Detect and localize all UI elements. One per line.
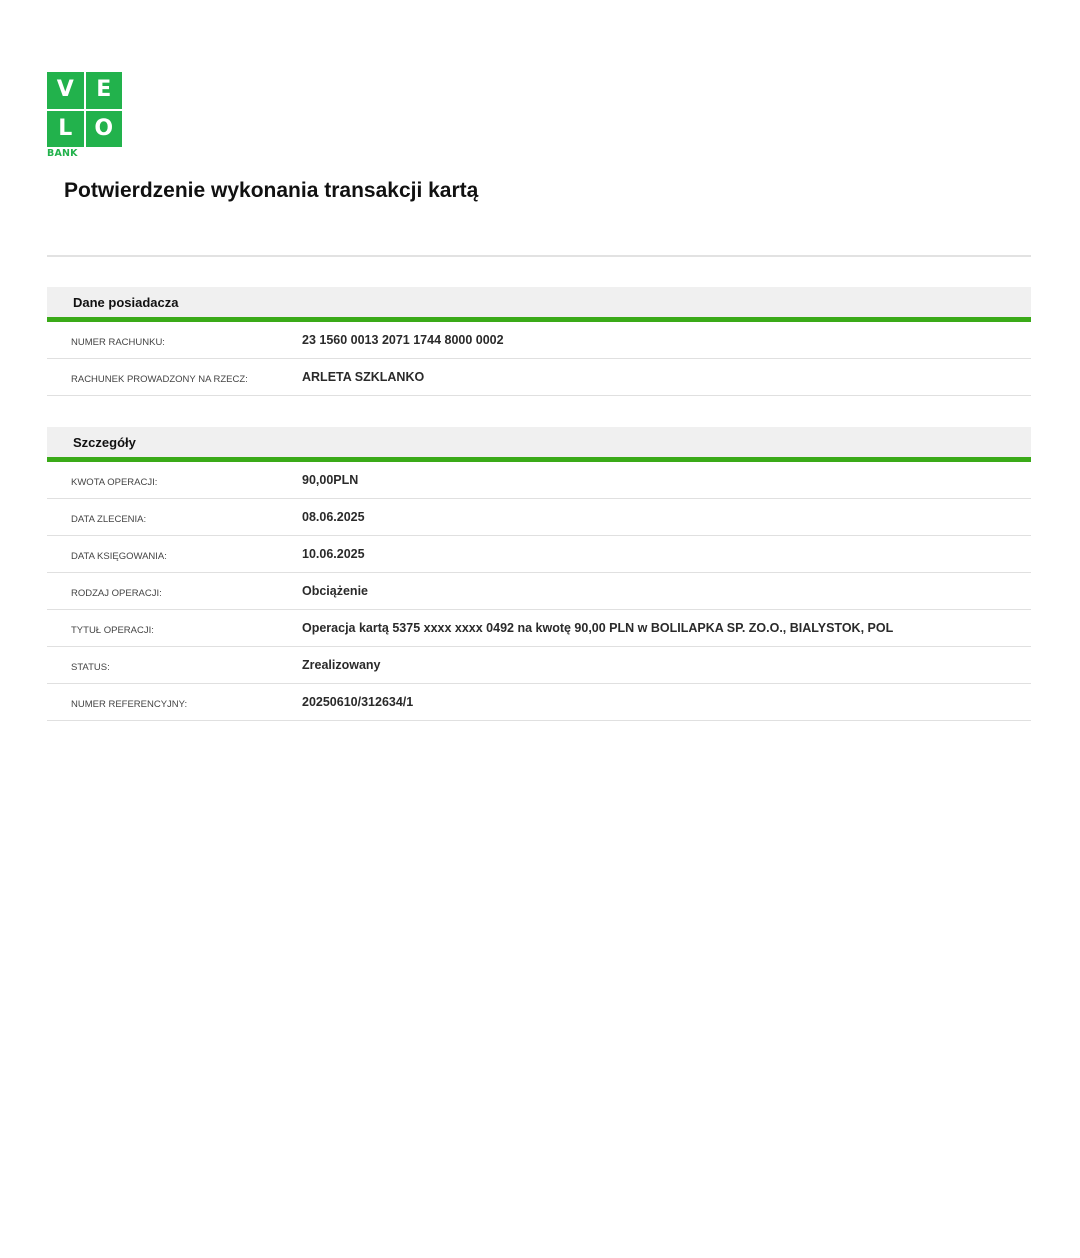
account-owner-value: ARLETA SZKLANKO	[302, 370, 425, 384]
page-title: Potwierdzenie wykonania transakcji kartą	[64, 179, 479, 202]
row-booking-date	[47, 536, 1031, 573]
section-header: Dane posiadacza	[47, 287, 1031, 322]
logo-letter-e: E	[86, 72, 123, 109]
operation-type-value: Obciążenie	[302, 584, 368, 598]
section-details	[47, 427, 1031, 721]
status-value: Zrealizowany	[302, 658, 381, 672]
velo-bank-logo	[47, 72, 122, 159]
amount-value: 90,00PLN	[302, 473, 359, 487]
row-label: NUMER RACHUNKU:	[71, 336, 165, 348]
row-label: NUMER REFERENCYJNY:	[71, 698, 188, 710]
row-label: DATA ZLECENIA:	[71, 513, 147, 525]
row-label: DATA KSIĘGOWANIA:	[71, 550, 167, 562]
title-divider	[47, 255, 1031, 257]
row-label: STATUS:	[71, 661, 110, 673]
logo-grid	[47, 72, 122, 147]
row-reference-number	[47, 684, 1031, 721]
order-date-value: 08.06.2025	[302, 510, 365, 524]
row-label: TYTUŁ OPERACJI:	[71, 624, 154, 636]
row-amount	[47, 462, 1031, 499]
logo-letter-l: L	[47, 111, 84, 148]
row-label: RACHUNEK PROWADZONY NA RZECZ:	[71, 373, 248, 385]
reference-number-value: 20250610/312634/1	[302, 695, 414, 709]
row-account-owner	[47, 359, 1031, 396]
section-header: Szczegóły	[47, 427, 1031, 462]
logo-letter-o: O	[86, 111, 123, 148]
row-order-date	[47, 499, 1031, 536]
account-number-value: 23 1560 0013 2071 1744 8000 0002	[302, 333, 504, 347]
row-label: KWOTA OPERACJI:	[71, 476, 158, 488]
section-account-holder	[47, 287, 1031, 396]
row-status	[47, 647, 1031, 684]
logo-subtitle: BANK	[47, 148, 78, 159]
row-operation-title	[47, 610, 1031, 647]
row-operation-type	[47, 573, 1031, 610]
row-label: RODZAJ OPERACJI:	[71, 587, 162, 599]
logo-letter-v: V	[47, 72, 84, 109]
booking-date-value: 10.06.2025	[302, 547, 365, 561]
operation-title-value: Operacja kartą 5375 xxxx xxxx 0492 na kwotę 90,00 PLN w BOLILAPKA SP. ZO.O., BIALYSTOK, POL	[302, 621, 894, 635]
row-account-number	[47, 322, 1031, 359]
